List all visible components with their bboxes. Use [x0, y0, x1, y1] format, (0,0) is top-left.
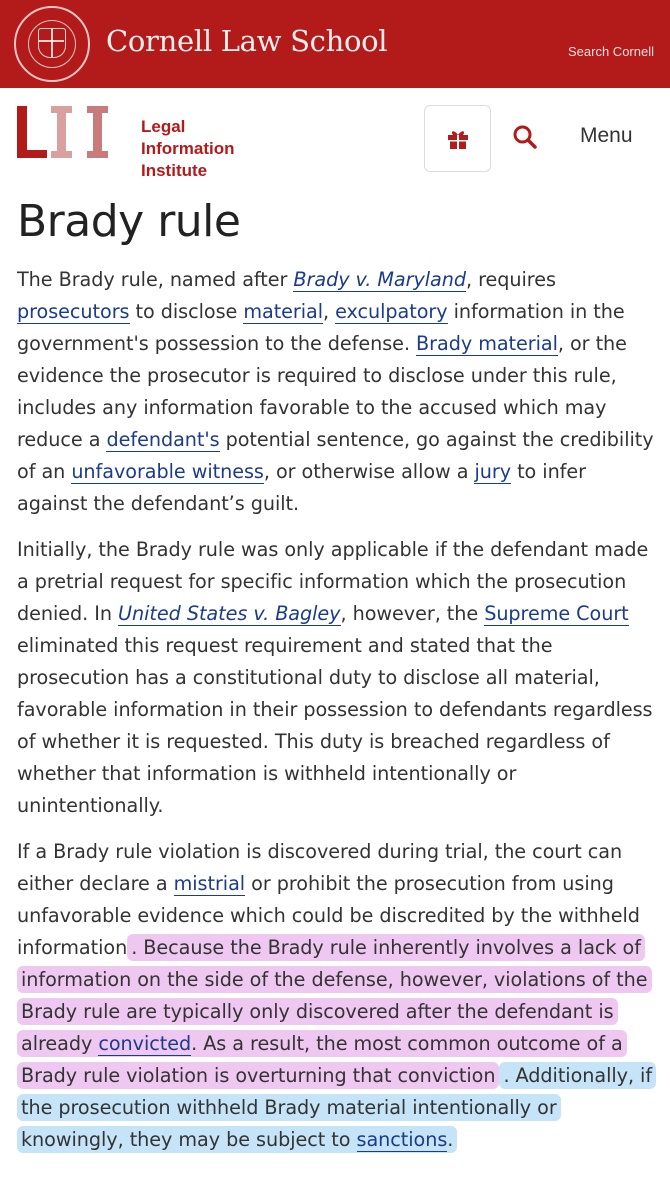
- link-unfavorable-witness[interactable]: unfavorable witness: [71, 460, 264, 483]
- text: , or the evidence the prosecutor is required to disclose under this rule, includes any information favorable to the accused which may reduce a: [17, 332, 627, 451]
- text: . Because the Brady rule inherently involves a lack of information on the side of the defense, however, violations of the Brady rule are typically only discovered after the defendant is already: [21, 936, 648, 1055]
- text: If a Brady rule violation is discovered during trial, the court can either declare a: [17, 840, 623, 895]
- paragraph-1: [17, 264, 657, 520]
- link-sanctions[interactable]: sanctions: [356, 1128, 448, 1151]
- text: ,: [323, 300, 336, 323]
- link-defendants[interactable]: defendant's: [106, 428, 220, 451]
- text: , however, the: [340, 602, 485, 625]
- lii-logo-text-legal: Legal: [141, 117, 186, 136]
- cornell-seal-logo[interactable]: [14, 6, 90, 82]
- text: , requires: [465, 268, 556, 291]
- gift-icon: [447, 128, 469, 150]
- text: to disclose: [129, 300, 244, 323]
- site-search-button[interactable]: [512, 124, 542, 154]
- lii-logo-text-institute: Institute: [141, 161, 208, 180]
- text: potential sentence, go against the credibility of an: [17, 428, 654, 483]
- link-united-states-v-bagley[interactable]: United States v. Bagley: [118, 602, 341, 625]
- link-supreme-court[interactable]: Supreme Court: [484, 602, 629, 625]
- text: information in the government's possession to the defense.: [17, 300, 625, 355]
- link-brady-v-maryland[interactable]: Brady v. Maryland: [293, 268, 466, 291]
- paragraph-2: [17, 534, 657, 822]
- text: .: [447, 1128, 454, 1151]
- article-content: [17, 184, 657, 1170]
- lii-logo-letter-l-base: [17, 150, 47, 158]
- text: . Additionally, if the prosecution withheld Brady material intentionally or knowingly, they may be subject to: [21, 1064, 653, 1151]
- lii-logo-text: [141, 116, 235, 182]
- cornell-law-school-title[interactable]: Cornell Law School: [106, 24, 388, 58]
- donate-gift-button[interactable]: [424, 105, 491, 172]
- search-cornell-link[interactable]: Search Cornell: [568, 44, 654, 59]
- link-mistrial[interactable]: mistrial: [173, 872, 246, 895]
- lii-logo-letter-i-bottom: [51, 151, 72, 158]
- text: eliminated this request requirement and stated that the prosecution has a constitutional duty to disclose all material, favorable information in their possession to defendants regardless of whether it is requested. This duty is breached regardless of whether that information is withheld intentionally or unintentionally.: [17, 634, 653, 817]
- lii-logo-text-information: Information: [141, 139, 235, 158]
- menu-button[interactable]: Menu: [580, 124, 633, 147]
- text: . As a result, the most common outcome of a Brady rule violation is overturning that conviction: [21, 1032, 623, 1087]
- link-material[interactable]: material: [243, 300, 324, 323]
- cornell-header-bar: [0, 0, 670, 88]
- link-exculpatory[interactable]: exculpatory: [335, 300, 448, 323]
- link-jury[interactable]: jury: [474, 460, 512, 483]
- text: , or otherwise allow a: [263, 460, 475, 483]
- link-prosecutors[interactable]: prosecutors: [17, 300, 130, 323]
- text: or prohibit the prosecution from using unfavorable evidence which could be discredited by the withheld information: [17, 872, 640, 959]
- lii-logo-letter-i2-bottom: [87, 151, 108, 158]
- page-title: Brady rule: [17, 196, 241, 247]
- text: to infer against the defendant’s guilt.: [17, 460, 586, 515]
- link-brady-material[interactable]: Brady material: [416, 332, 558, 355]
- text: The Brady rule, named after: [17, 268, 294, 291]
- paragraph-3: [17, 836, 657, 1156]
- link-convicted[interactable]: convicted: [98, 1032, 192, 1055]
- text: Initially, the Brady rule was only applicable if the defendant made a pretrial request for specific information which the prosecution denied. In: [17, 538, 649, 625]
- search-icon: [512, 124, 538, 150]
- lii-header: [0, 88, 670, 184]
- seal-shield-icon: [38, 28, 66, 58]
